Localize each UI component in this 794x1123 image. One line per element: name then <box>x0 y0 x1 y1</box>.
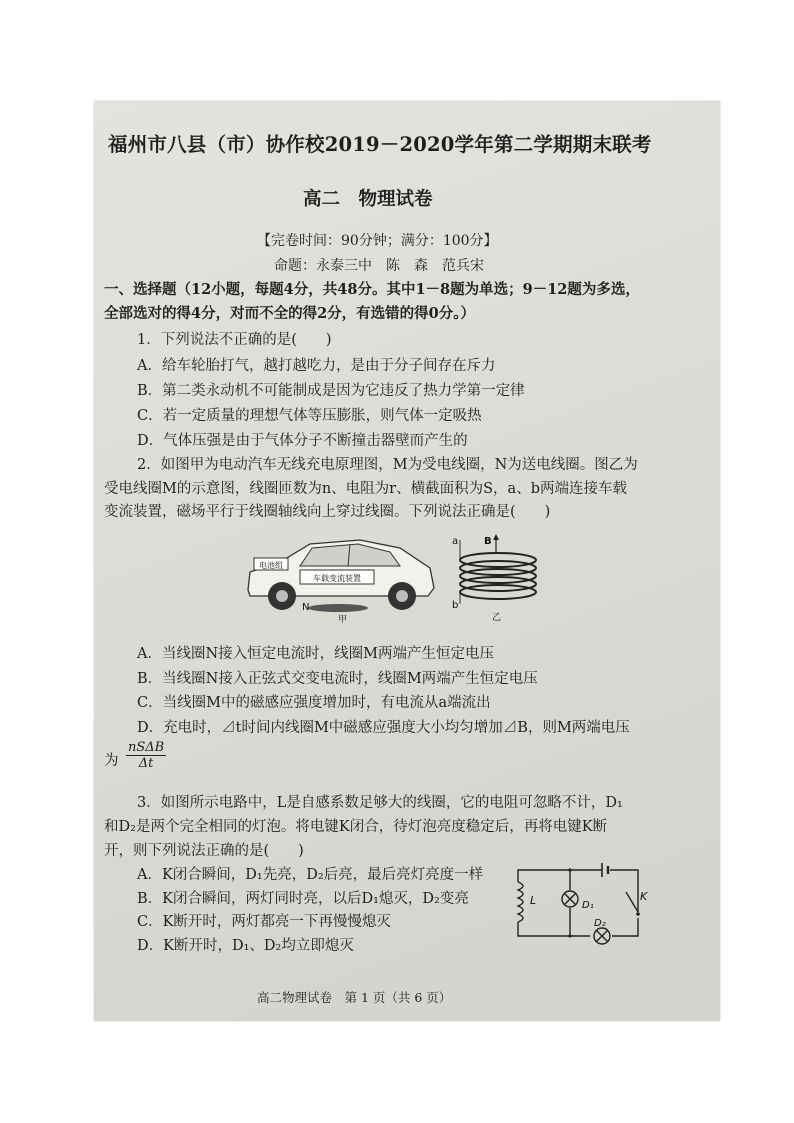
q3-label-D2: D₂ <box>594 918 606 929</box>
q2-stem-line2: 受电线圈M的示意图，线圈匝数为n、电阻为r、横截面积为S，a、b两端连接车载 <box>104 481 627 497</box>
q1-option-a: A．给车轮胎打气，越打越吃力，是由于分子间存在斥力 <box>137 358 496 374</box>
section-instructions-line2: 全部选对的得4分，对而不全的得2分，有选错的得0分。） <box>104 305 476 322</box>
author-info: 命题：永泰三中 陈 森 范兵宋 <box>274 258 484 274</box>
section-instructions-line1: 一、选择题（12小题，每题4分，共48分。其中1－8题为单选；9－12题为多选， <box>104 281 640 298</box>
q1-stem: 1．下列说法不正确的是( ) <box>137 332 332 348</box>
q2-option-a: A．当线圈N接入恒定电流时，线圈M两端产生恒定电压 <box>137 646 495 662</box>
time-info: 【完卷时间：90分钟；满分：100分】 <box>257 233 498 249</box>
q3-label-D1: D₁ <box>582 900 594 911</box>
q3-stem-line3: 开，则下列说法正确的是( ) <box>104 843 304 859</box>
page-footer: 高二物理试卷 第 1 页（共 6 页） <box>257 990 452 1005</box>
q3-option-b: B．K闭合瞬间，两灯同时亮，以后D₁熄灭，D₂变亮 <box>137 891 469 907</box>
q2-figure-coil <box>446 532 546 624</box>
q2-stem-line3: 变流装置，磁场平行于线圈轴线向上穿过线圈。下列说法正确是( ) <box>104 504 551 520</box>
q2-option-c: C．当线圈M中的磁感应强度增加时，有电流从a端流出 <box>137 695 491 711</box>
fraction-denominator: Δt <box>138 756 154 771</box>
exam-subtitle: 高二 物理试卷 <box>303 189 433 210</box>
q2-stem-line1: 2．如图甲为电动汽车无线充电原理图，M为受电线圈，N为送电线圈。图乙为 <box>137 457 638 473</box>
q2-label-N: N <box>302 602 310 613</box>
q2-label-jia: 甲 <box>338 615 348 624</box>
q2-label-battery: 电池组 <box>259 561 283 570</box>
q1-option-c: C．若一定质量的理想气体等压膨胀，则气体一定吸热 <box>137 408 482 424</box>
q2-option-b: B．当线圈N接入正弦式交变电流时，线圈M两端产生恒定电压 <box>137 671 538 687</box>
q3-stem-line2: 和D₂是两个完全相同的灯泡。将电键K闭合，待灯泡亮度稳定后，再将电键K断 <box>104 819 608 835</box>
q3-option-c: C．K断开时，两灯都亮一下再慢慢熄灭 <box>137 914 391 930</box>
q2-label-b: b <box>452 600 459 611</box>
q3-stem-line1: 3．如图所示电路中，L是自感系数足够大的线圈，它的电阻可忽略不计，D₁ <box>137 795 623 811</box>
q2-option-d-prefix: 为 <box>104 753 119 769</box>
q2-label-B: B <box>484 536 492 547</box>
q1-option-b: B．第二类永动机不可能制成是因为它违反了热力学第一定律 <box>137 383 525 399</box>
q2-option-d-line1: D．充电时，⊿t时间内线圈M中磁感应强度大小均匀增加⊿B，则M两端电压 <box>137 720 630 736</box>
q1-option-d: D．气体压强是由于气体分子不断撞击器壁而产生的 <box>137 433 468 449</box>
q3-label-L: L <box>530 894 537 907</box>
exam-title: 福州市八县（市）协作校2019－2020学年第二学期期末联考 <box>108 133 652 156</box>
fraction-numerator: nSΔB <box>128 740 165 755</box>
q2-option-d-fraction <box>126 740 166 771</box>
q2-label-a: a <box>452 536 459 547</box>
q2-figure-car <box>240 528 440 624</box>
q3-label-K: K <box>640 890 648 903</box>
q2-label-converter: 车载变流装置 <box>313 574 361 583</box>
q3-option-d: D．K断开时，D₁、D₂均立即熄灭 <box>137 938 354 954</box>
q3-option-a: A．K闭合瞬间，D₁先亮，D₂后亮，最后亮灯亮度一样 <box>137 867 484 883</box>
q3-circuit-diagram <box>510 852 650 948</box>
q2-label-yi: 乙 <box>492 613 502 623</box>
